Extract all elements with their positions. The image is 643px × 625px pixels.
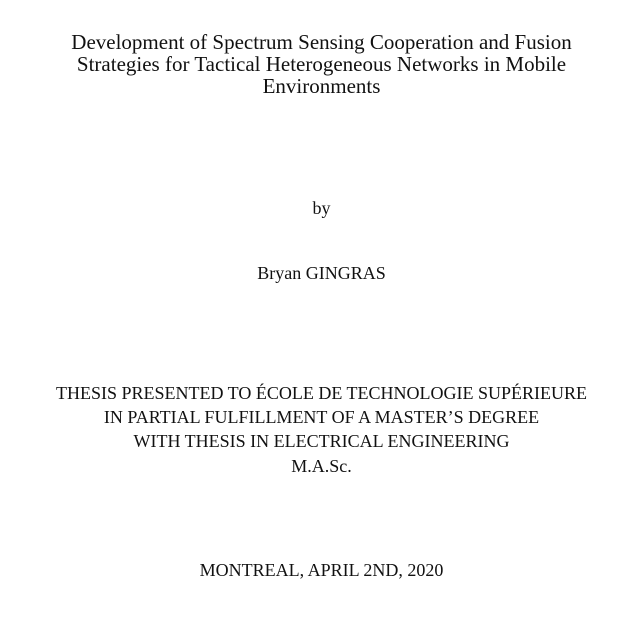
thesis-title-line-2: Strategies for Tactical Heterogeneous Networks in Mobile: [76, 52, 567, 76]
thesis-title-line-1: Development of Spectrum Sensing Cooperation and Fusion: [71, 30, 572, 54]
thesis-statement-line-2: IN PARTIAL FULFILLMENT OF A MASTER’S DEGREE: [103, 407, 540, 427]
author-name: Bryan GINGRAS: [257, 263, 386, 283]
thesis-title-line-3: Environments: [262, 74, 381, 98]
by-label: by: [312, 198, 331, 218]
thesis-statement-line-3: WITH THESIS IN ELECTRICAL ENGINEERING: [133, 431, 510, 451]
place-and-date: MONTREAL, APRIL 2ND, 2020: [199, 560, 444, 580]
thesis-statement-line-1: THESIS PRESENTED TO ÉCOLE DE TECHNOLOGIE SUPÉRIEURE: [56, 383, 587, 403]
degree-abbreviation: M.A.Sc.: [291, 456, 352, 476]
